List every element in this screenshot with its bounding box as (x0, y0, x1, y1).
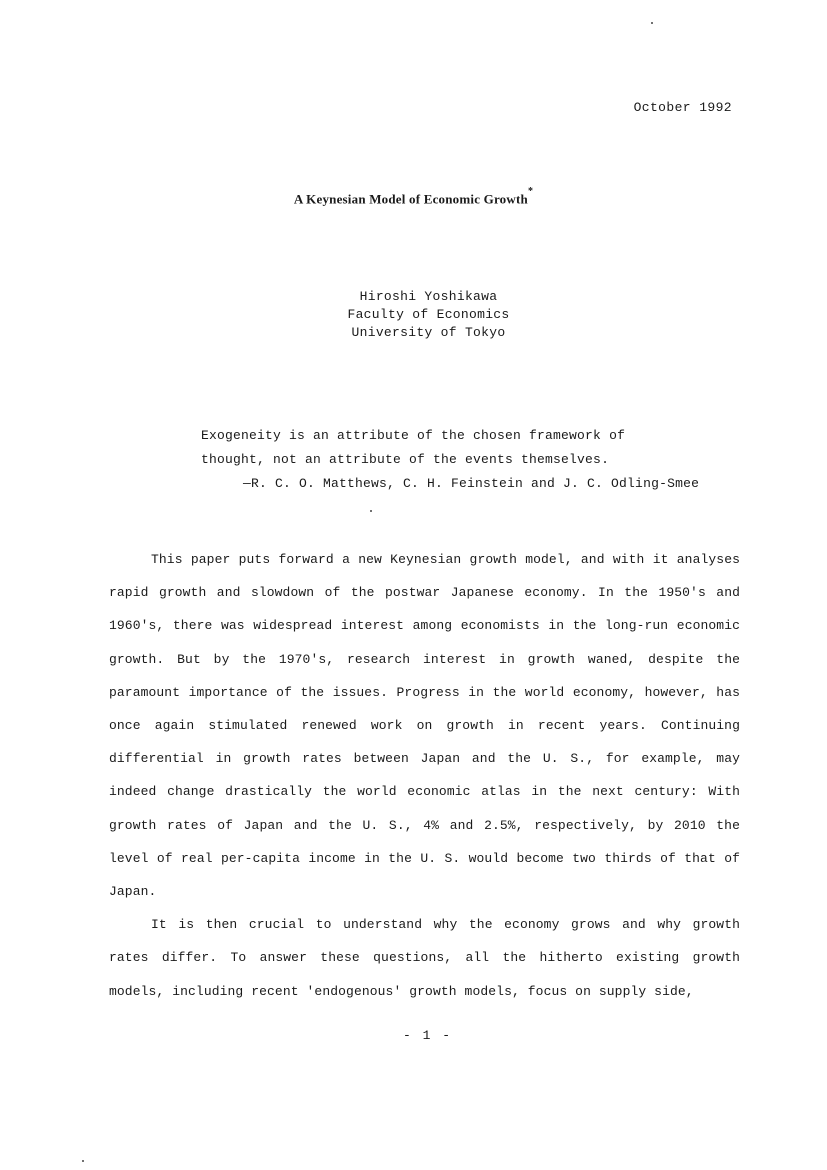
document-date: October 1992 (633, 100, 732, 115)
paper-title (0, 186, 827, 207)
body-text (109, 543, 740, 1008)
author-university: University of Tokyo (351, 325, 506, 340)
body-paragraph: It is then crucial to understand why the economy grows and why growth rates differ. To answer these questions, all the hitherto existing growth models, including recent 'endogenous' growth models, focus on supply side, (109, 917, 740, 999)
title-footnote-mark: * (527, 186, 534, 197)
epigraph-attribution: —R. C. O. Matthews, C. H. Feinstein and J. C. Odling-Smee (243, 476, 700, 491)
epigraph-line: thought, not an attribute of the events themselves. (201, 452, 610, 467)
scan-speck (370, 510, 372, 512)
author-name: Hiroshi Yoshikawa (359, 289, 498, 304)
paper-title-text: A Keynesian Model of Economic Growth (293, 191, 528, 207)
author-block (0, 288, 827, 342)
body-paragraph: This paper puts forward a new Keynesian growth model, and with it analyses rapid growth and slowdown of the postwar Japanese economy. In the 1950's and 1960's, there was widespread interest among economists in the long-run economic growth. But by the 1970's, research interest in growth waned, despite the paramount importance of the issues. Progress in the world economy, however, has once again stimulated renewed work on growth in recent years. Continuing differential in growth rates between Japan and the U. S., for example, may indeed change drastically the world economic atlas in the next century: With growth rates of Japan and the U. S., 4% and 2.5%, respectively, by 2010 the level of real per-capita income in the U. S. would become two thirds of that of Japan. (109, 552, 740, 900)
page-number: - 1 - (402, 1028, 452, 1043)
scan-speck (82, 1160, 84, 1162)
scan-speck (651, 22, 653, 24)
epigraph-line: Exogeneity is an attribute of the chosen framework of (201, 428, 626, 443)
author-faculty: Faculty of Economics (347, 307, 510, 322)
epigraph (201, 424, 741, 496)
